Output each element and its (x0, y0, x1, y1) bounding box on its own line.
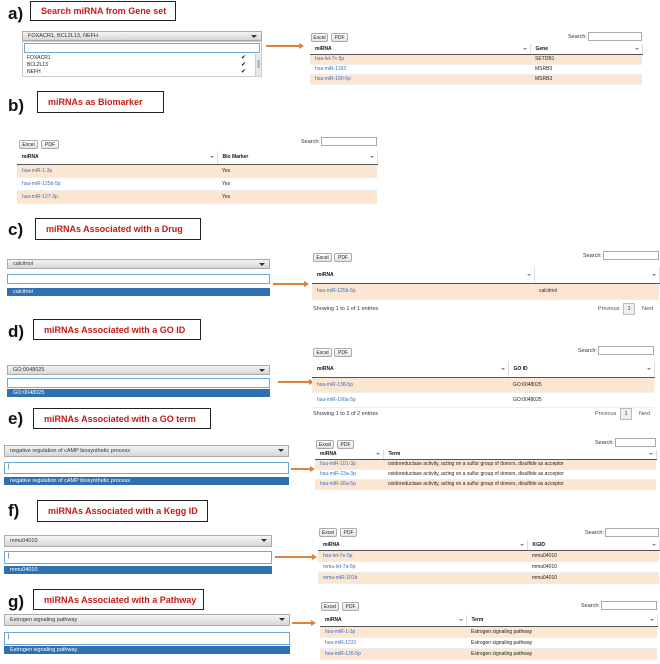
column-header[interactable] (312, 267, 534, 283)
check-icon: ✔ (241, 69, 247, 75)
arrow-icon (275, 556, 313, 558)
panel-b-label: b) (8, 96, 25, 115)
chevron-down-icon[interactable] (278, 449, 284, 452)
panel-c-title: miRNAs Associated with a Drug (35, 218, 201, 240)
results-table-f (318, 540, 660, 584)
previous-button[interactable]: Previous (595, 411, 617, 417)
mirna-link[interactable]: hsa-miR-190-5p (310, 74, 530, 84)
table-row (17, 164, 377, 177)
excel-button[interactable]: Excel (321, 602, 339, 611)
panel-e-title: miRNAs Associated with a GO term (33, 408, 211, 429)
gene-cell: MSRB3 (530, 74, 642, 84)
search-input[interactable] (588, 32, 642, 41)
panel-f-title: miRNAs Associated with a Kegg ID (37, 500, 208, 522)
check-icon: ✔ (241, 55, 247, 61)
column-header-label: miRNA (325, 617, 342, 624)
chevron-down-icon[interactable] (279, 618, 285, 621)
results-table-d (312, 362, 655, 408)
go-id-select-value: GO:0048025 (13, 367, 45, 373)
mirna-link[interactable]: hsa-miR-125b-5p (17, 177, 217, 190)
page-button[interactable]: 1 (623, 303, 635, 315)
table-row (310, 74, 642, 84)
gene-option[interactable]: FOXACR1 (27, 55, 51, 61)
drug-cell: calcitriol (534, 283, 659, 299)
pathway-cell: Estrogen signaling pathway (466, 626, 657, 637)
search-label: Search: (585, 530, 604, 536)
column-header[interactable] (312, 362, 508, 377)
sort-icon (370, 156, 374, 158)
search-input[interactable] (321, 137, 377, 146)
results-table-c (312, 267, 660, 300)
panel-a-label: a) (8, 4, 24, 23)
arrow-icon (266, 45, 300, 47)
column-header-label: miRNA (320, 451, 337, 458)
go-id-cell: GO:0048025 (508, 392, 654, 407)
gene-option[interactable]: NEFH (27, 69, 41, 75)
table-row (320, 637, 657, 648)
table-row (310, 54, 642, 64)
drug-option-selected[interactable]: calcitriol (7, 288, 270, 296)
results-table-b (17, 151, 378, 204)
next-button[interactable]: Next (642, 306, 654, 312)
panel-g-label: g) (8, 592, 25, 611)
table-row (315, 479, 656, 489)
check-icon: ✔ (241, 62, 247, 68)
column-header[interactable] (217, 151, 377, 164)
pathway-search-input[interactable]: | (4, 632, 290, 645)
mirna-link[interactable]: hsa-miR-190a-5p (312, 392, 508, 407)
table-row (312, 283, 659, 299)
sort-icon (650, 619, 654, 621)
table-row (315, 469, 656, 479)
table-row (318, 572, 659, 583)
table-row (17, 177, 377, 190)
results-table-a (310, 44, 643, 85)
entries-info: Showing 1 to 2 of 2 entries (313, 411, 379, 417)
sort-icon (501, 368, 505, 370)
panel-e-label: e) (8, 409, 24, 428)
mirna-link[interactable]: hsa-miR-126-5p (320, 648, 466, 659)
table-row (320, 648, 657, 659)
column-header[interactable] (508, 362, 654, 377)
go-id-option-selected[interactable]: GO:0048025 (7, 389, 270, 397)
go-term-select[interactable] (4, 445, 289, 457)
search-label: Search: (581, 603, 600, 609)
search-label: Search: (595, 440, 614, 446)
biomarker-cell: Yes (217, 190, 377, 203)
panel-d-label: d) (8, 322, 25, 341)
sort-icon (376, 453, 380, 455)
results-table-g (320, 615, 658, 660)
panel-c-label: c) (8, 220, 24, 239)
drug-select-value: calcitriol (13, 261, 33, 267)
sort-icon (210, 156, 214, 158)
column-header-label: miRNA (315, 45, 332, 52)
panel-a-title: Search miRNA from Gene set (30, 1, 176, 21)
results-table-e (315, 450, 657, 490)
chevron-down-icon[interactable] (259, 369, 265, 372)
kegg-option-selected[interactable]: mmu04010 (4, 566, 272, 574)
term-cell: oxidoreductase activity, acting on a sulfur group of donors, disulfide as acceptor (383, 459, 656, 469)
table-row (312, 392, 654, 407)
entries-info: Showing 1 to 1 of 1 entries (313, 306, 379, 312)
sort-icon (649, 453, 653, 455)
sort-icon (647, 368, 651, 370)
pdf-button[interactable]: PDF (340, 528, 357, 537)
column-header[interactable] (534, 267, 659, 283)
excel-button[interactable]: Excel (316, 440, 334, 449)
panel-g-title: miRNAs Associated with a Pathway (33, 589, 204, 610)
kgid-cell: mmu04010 (527, 550, 659, 561)
next-button[interactable]: Next (639, 411, 651, 417)
chevron-down-icon[interactable] (259, 263, 265, 266)
column-header[interactable] (310, 44, 530, 54)
column-header[interactable] (17, 151, 217, 164)
mirna-link[interactable]: hsa-miR-1193 (310, 64, 530, 74)
table-row (318, 550, 659, 561)
column-header[interactable] (318, 540, 527, 550)
mirna-link[interactable]: hsa-miR-127-3p (17, 190, 217, 203)
drug-select[interactable] (7, 259, 270, 269)
column-header-label: miRNA (317, 366, 334, 373)
excel-button[interactable]: Excel (19, 140, 38, 149)
pdf-button[interactable]: PDF (334, 253, 352, 262)
pathway-cell: Estrogen signaling pathway (466, 648, 657, 659)
column-header-label: miRNA (317, 271, 334, 278)
sort-icon (527, 274, 531, 276)
table-row (17, 190, 377, 203)
page-button[interactable]: 1 (620, 408, 632, 420)
mirna-link[interactable]: hsa-miR-125b-5p (312, 283, 534, 299)
search-input[interactable] (605, 528, 659, 537)
gene-search-input[interactable] (24, 43, 260, 53)
arrow-icon (292, 622, 312, 624)
column-header-label: GO ID (513, 366, 528, 373)
pathway-select-value: Estrogen signaling pathway (10, 617, 78, 623)
column-header[interactable] (530, 44, 642, 54)
mirna-link[interactable]: hsa-miR-23a-3p (315, 469, 383, 479)
mirna-link[interactable]: hsa-let-7e-5p (318, 550, 527, 561)
sort-icon (635, 48, 639, 50)
panel-b-title: miRNAs as Biomarker (37, 91, 164, 113)
column-header-label: miRNA (22, 154, 39, 161)
sort-icon (652, 274, 656, 276)
pathway-cell: Estrogen signaling pathway (466, 637, 657, 648)
column-header[interactable] (383, 450, 656, 459)
search-input[interactable] (601, 601, 657, 610)
go-term-select-value: negative regulation of cAMP biosynthetic process (10, 448, 131, 454)
mirna-link[interactable]: hsa-miR-101-3p (315, 459, 383, 469)
search-input[interactable] (615, 438, 656, 447)
mirna-link[interactable]: hsa-let-7c-5p (310, 54, 530, 64)
panel-d-title: miRNAs Associated with a GO ID (33, 319, 201, 340)
column-header[interactable] (315, 450, 383, 459)
column-header-label: Term (471, 617, 484, 624)
excel-button[interactable]: Excel (311, 33, 328, 42)
search-label: Search: (578, 348, 597, 354)
biomarker-cell: Yes (217, 164, 377, 177)
mirna-link[interactable]: hsa-miR-1-3p (17, 164, 217, 177)
column-header-label: Gene (535, 45, 549, 52)
pdf-button[interactable]: PDF (334, 348, 352, 357)
term-cell: oxidoreductase activity, acting on a sulfur group of donors, disulfide as acceptor (383, 479, 656, 489)
kegg-select[interactable] (4, 535, 272, 547)
column-header[interactable] (527, 540, 659, 550)
term-cell: oxidoreductase activity, acting on a sulfur group of donors, disulfide as acceptor (383, 469, 656, 479)
panel-f-label: f) (8, 501, 20, 520)
previous-button[interactable]: Previous (598, 306, 620, 312)
search-label: Search: (583, 253, 602, 259)
pdf-button[interactable]: PDF (41, 140, 59, 149)
dropdown-scrollbar[interactable] (255, 54, 261, 76)
kgid-cell: mmu04010 (527, 572, 659, 583)
sort-icon (520, 544, 524, 546)
go-term-search-input[interactable]: | (4, 462, 289, 474)
column-header-label: KGID (532, 541, 545, 548)
gene-select-value: FOXACR1, BCL2L13, NEFH (28, 33, 98, 39)
table-row (310, 64, 642, 74)
arrow-icon (278, 381, 310, 383)
column-header[interactable] (320, 615, 466, 626)
sort-icon (523, 48, 527, 50)
pathway-select[interactable] (4, 614, 290, 626)
table-row (315, 459, 656, 469)
arrow-icon (273, 283, 305, 285)
mirna-link[interactable]: hsa-miR-1-3p (320, 626, 466, 637)
gene-select[interactable] (22, 31, 262, 41)
search-input[interactable] (598, 346, 654, 355)
table-row (318, 561, 659, 572)
search-label: Search: (568, 34, 587, 40)
mirna-link[interactable]: hsa-miR-138-5p (312, 377, 508, 392)
excel-button[interactable]: Excel (319, 528, 337, 537)
column-header[interactable] (466, 615, 657, 626)
mirna-link[interactable]: mmu-let-7a-5p (318, 561, 527, 572)
go-id-cell: GO:0048025 (508, 377, 654, 392)
table-row (320, 626, 657, 637)
kegg-select-value: mmu04010 (10, 538, 38, 544)
column-header-label: miRNA (323, 541, 340, 548)
chevron-down-icon[interactable] (251, 35, 257, 38)
arrow-icon (291, 468, 311, 470)
go-term-option-selected[interactable]: negative regulation of cAMP biosynthetic process (4, 477, 289, 485)
go-id-select[interactable] (7, 365, 270, 375)
gene-cell: MSRB3 (530, 64, 642, 74)
sort-icon (652, 544, 656, 546)
kgid-cell: mmu04010 (527, 561, 659, 572)
chevron-down-icon[interactable] (261, 539, 267, 542)
mirna-link[interactable]: hsa-miR-26a-5p (315, 479, 383, 489)
excel-button[interactable]: Excel (313, 348, 332, 357)
gene-option[interactable]: BCL2L13 (27, 62, 48, 68)
excel-button[interactable]: Excel (313, 253, 332, 262)
pdf-button[interactable]: PDF (342, 602, 359, 611)
biomarker-cell: Yes (217, 177, 377, 190)
kegg-search-input[interactable]: | (4, 551, 272, 564)
scrollbar-thumb[interactable] (257, 60, 260, 68)
go-id-search-input[interactable] (7, 378, 270, 388)
table-row (312, 377, 654, 392)
gene-cell: SETDB1 (530, 54, 642, 64)
search-label: Search: (301, 139, 320, 145)
mirna-link[interactable]: hsa-miR-1231 (320, 637, 466, 648)
mirna-link[interactable]: mmu-miR-101b (318, 572, 527, 583)
drug-search-input[interactable] (7, 274, 270, 284)
search-input[interactable] (603, 251, 659, 260)
sort-icon (459, 619, 463, 621)
pathway-option-selected[interactable]: Estrogen signaling pathway (4, 646, 290, 654)
pdf-button[interactable]: PDF (337, 440, 354, 449)
pdf-button[interactable]: PDF (331, 33, 348, 42)
column-header-label: Bio Marker (222, 154, 249, 161)
column-header-label: Term (388, 451, 401, 458)
